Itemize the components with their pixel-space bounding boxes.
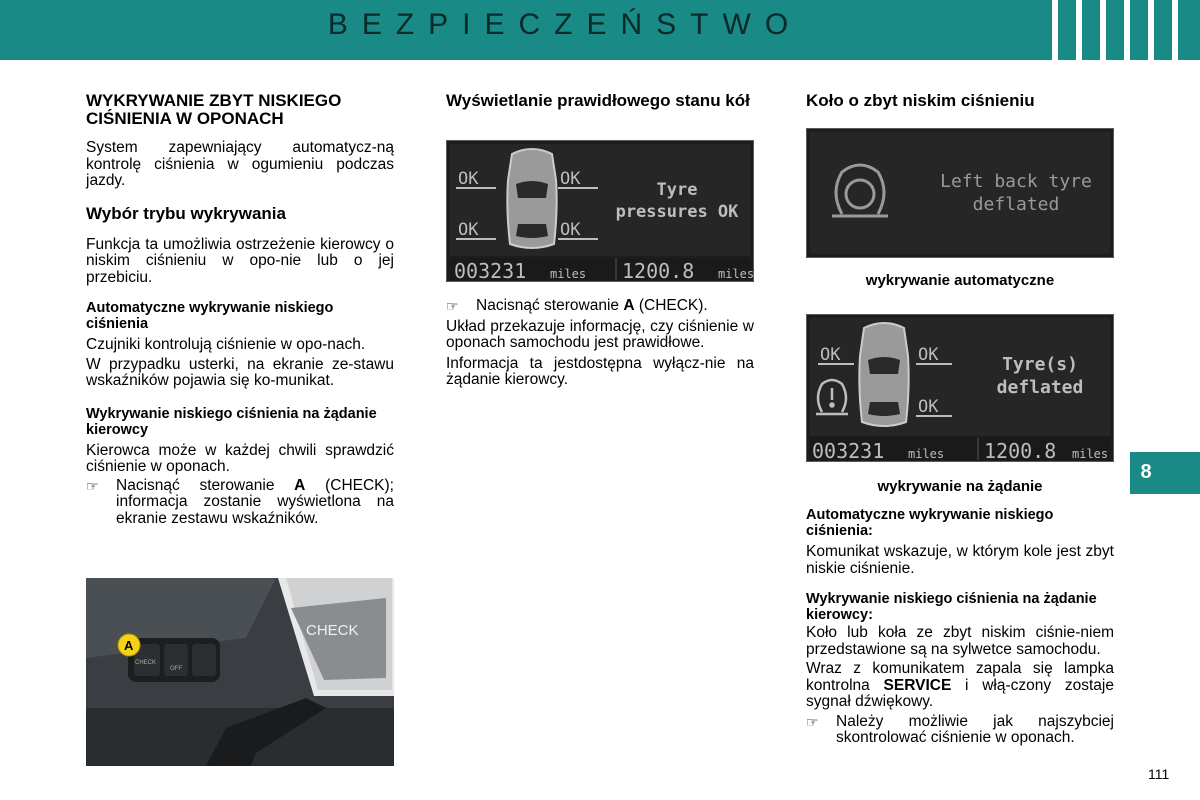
svg-text:miles: miles: [1072, 447, 1109, 461]
svg-text:OK: OK: [560, 220, 581, 240]
svg-text:OK: OK: [918, 345, 939, 365]
header-stripe: [1124, 0, 1130, 60]
paragraph: Koło lub koła ze zbyt niskim ciśnie-niem przedstawione są na sylwetce samochodu.: [806, 624, 1114, 658]
svg-text:Tyre(s): Tyre(s): [1002, 354, 1078, 375]
chapter-tab: [1130, 452, 1200, 494]
svg-text:OFF: OFF: [170, 666, 182, 672]
column-middle-text: [446, 298, 754, 389]
tyres-deflated-display: [806, 314, 1114, 462]
svg-text:003231: 003231: [812, 439, 885, 462]
column-right-text: [806, 507, 1114, 747]
svg-text:miles: miles: [718, 267, 754, 281]
instruction-bullet: ☞ Nacisnąć sterowanie A (CHECK); informacja zostanie wyświetlona na ekranie zestawu wskaźników.: [86, 476, 394, 527]
car-silhouette-icon: [859, 323, 908, 426]
svg-text:OK: OK: [560, 169, 581, 189]
subsection-heading: Wybór trybu wykrywania: [86, 203, 286, 223]
paragraph: Czujniki kontrolują ciśnienie w opo-nach.: [86, 336, 366, 353]
tyre-pressure-ok-display: [446, 140, 754, 282]
column-middle: [446, 92, 754, 110]
paragraph-heading: Automatyczne wykrywanie niskiego ciśnienia: [86, 300, 334, 332]
paragraph: Kierowca może w każdej chwili sprawdzić ciśnienie w oponach.: [86, 441, 394, 475]
svg-text:deflated: deflated: [972, 194, 1060, 215]
header-stripe: [1076, 0, 1082, 60]
svg-text:miles: miles: [908, 447, 945, 461]
chapter-title: BEZPIECZEŃSTWO: [327, 8, 803, 41]
svg-text:A: A: [124, 638, 134, 653]
svg-text:003231: 003231: [454, 259, 527, 282]
svg-text:deflated: deflated: [996, 377, 1084, 398]
svg-text:miles: miles: [550, 267, 587, 281]
section-heading: WYKRYWANIE ZBYT NISKIEGO CIŚNIENIA W OPONACH: [86, 91, 342, 128]
svg-text:CHECK: CHECK: [135, 660, 157, 666]
paragraph: Funkcja ta umożliwia ostrzeżenie kierowcy o niskim ciśnieniu w opo-nie lub o jej przebiciu.: [86, 235, 394, 286]
paragraph-heading: Wykrywanie niskiego ciśnienia na żądanie kierowcy:: [806, 591, 1097, 623]
paragraph: Układ przekazuje informację, czy ciśnienie w oponach samochodu jest prawidłowe.: [446, 317, 754, 351]
section-heading: Wyświetlanie prawidłowego stanu kół: [446, 91, 750, 110]
check-button-photo: [86, 578, 394, 766]
page-number: 111: [1148, 766, 1170, 782]
paragraph-heading: Wykrywanie niskiego ciśnienia na żądanie kierowcy: [86, 405, 377, 438]
instruction-bullet: ☞ Należy możliwie jak najszybciej skontrolować ciśnienie w oponach.: [806, 712, 1114, 746]
image-caption: wykrywanie na żądanie: [877, 478, 1043, 495]
instruction-bullet: ☞ Nacisnąć sterowanie A (CHECK).: [446, 297, 708, 314]
paragraph-heading: Automatyczne wykrywanie niskiego ciśnienia:: [806, 507, 1054, 539]
svg-text:pressures OK: pressures OK: [615, 202, 739, 222]
car-silhouette-icon: [507, 149, 556, 248]
image-caption: wykrywanie automatyczne: [865, 272, 1055, 289]
header-stripe: [1052, 0, 1058, 60]
chapter-number: 8: [1140, 461, 1152, 483]
header-stripe: [1100, 0, 1106, 60]
hand-pointer-icon: ☞: [446, 298, 459, 314]
paragraph: Informacja ta jestdostępna wyłącz-nie na żądanie kierowcy.: [446, 354, 754, 388]
svg-text:1200.8: 1200.8: [622, 259, 695, 282]
intro-paragraph: System zapewniający automatycz-ną kontrolę ciśnienia w ogumieniu podczas jazdy.: [86, 139, 394, 189]
paragraph: W przypadku usterki, na ekranie ze-stawu wskaźników pojawia się ko-munikat.: [86, 355, 394, 389]
svg-text:OK: OK: [820, 345, 841, 365]
header-stripe: [1172, 0, 1178, 60]
svg-text:Left back tyre: Left back tyre: [940, 171, 1092, 192]
column-left: [86, 92, 394, 527]
section-heading: Koło o zbyt niskim ciśnieniu: [806, 91, 1035, 110]
chapter-header: [0, 0, 1200, 60]
hand-pointer-icon: ☞: [806, 713, 819, 730]
svg-text:Tyre: Tyre: [656, 180, 698, 200]
column-right: [806, 92, 1114, 110]
svg-text:OK: OK: [458, 169, 479, 189]
park-sensor-button[interactable]: [192, 644, 216, 676]
hand-pointer-icon: ☞: [86, 477, 99, 494]
paragraph: Wraz z komunikatem zapala się lampka kontrolna SERVICE i włą-czony zostaje sygnał dźwiękowy.: [806, 660, 1114, 710]
header-stripe: [1148, 0, 1154, 60]
svg-text:1200.8: 1200.8: [984, 439, 1057, 462]
check-label: CHECK: [306, 622, 359, 639]
svg-text:OK: OK: [918, 397, 939, 417]
svg-text:OK: OK: [458, 220, 479, 240]
paragraph: Komunikat wskazuje, w którym kole jest zbyt niskie ciśnienie.: [806, 543, 1114, 577]
left-back-tyre-deflated-display: [806, 128, 1114, 258]
